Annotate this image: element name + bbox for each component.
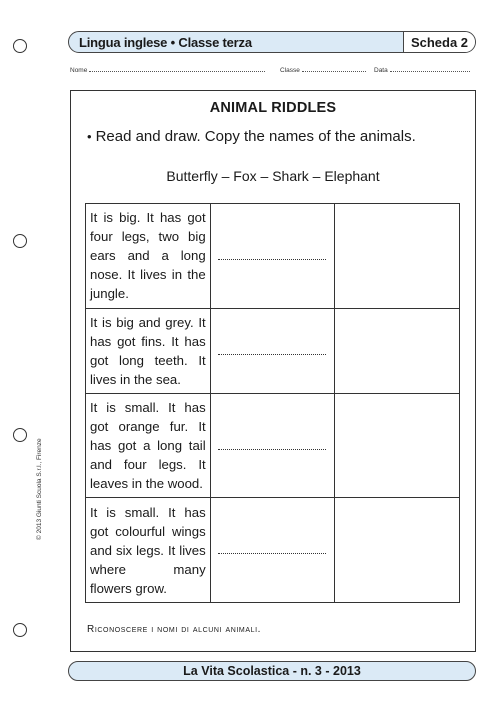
binder-hole-1: [13, 39, 27, 53]
scheda-label: Scheda 2: [403, 32, 475, 52]
answer-field[interactable]: [210, 498, 334, 603]
answer-dots: [218, 354, 326, 355]
drawing-box[interactable]: [334, 498, 459, 603]
answer-field[interactable]: [210, 204, 334, 309]
riddle-text: It is small. It has got colourful wings and six legs. It lives where many flowers grow.: [86, 498, 211, 603]
bullet-icon: •: [87, 129, 92, 144]
table-row: [86, 308, 460, 393]
table-row: [86, 204, 460, 309]
drawing-box[interactable]: [334, 204, 459, 309]
nome-dots: [89, 66, 265, 72]
riddle-text: It is big and grey. It has got fins. It has got long teeth. It lives in the sea.: [86, 308, 211, 393]
nome-field: [70, 66, 265, 74]
data-dots: [390, 66, 470, 72]
table-row: [86, 498, 460, 603]
classe-dots: [302, 66, 366, 72]
footer-band: [68, 661, 476, 681]
riddle-text: It is big. It has got four legs, two big ears and a long nose. It lives in the jungle.: [86, 204, 211, 309]
learning-objective: [87, 624, 261, 635]
answer-dots: [218, 449, 326, 450]
learning-objective-text: Riconoscere i nomi di alcuni animali.: [87, 624, 262, 635]
classe-field: [280, 66, 366, 74]
copyright-notice: © 2013 Giunti Scuola S.r.l., Firenze: [36, 438, 43, 540]
drawing-box[interactable]: [334, 308, 459, 393]
answer-field[interactable]: [210, 308, 334, 393]
binder-hole-3: [13, 428, 27, 442]
nome-label: Nome: [70, 67, 88, 74]
answer-dots: [218, 553, 326, 554]
answer-dots: [218, 259, 326, 260]
binder-hole-4: [13, 623, 27, 637]
drawing-box[interactable]: [334, 393, 459, 498]
worksheet-box: [70, 90, 476, 652]
student-info-row: [70, 66, 474, 80]
instruction: [87, 128, 416, 145]
classe-label: Classe: [280, 67, 300, 74]
binder-hole-2: [13, 234, 27, 248]
data-field: [374, 66, 470, 74]
header-title: Lingua inglese • Classe terza: [79, 34, 252, 50]
footer-text: La Vita Scolastica - n. 3 - 2013: [183, 664, 361, 678]
answer-field[interactable]: [210, 393, 334, 498]
worksheet-title: ANIMAL RIDDLES: [209, 100, 337, 116]
instruction-text: Read and draw. Copy the names of the animals.: [95, 128, 416, 145]
data-label: Data: [374, 67, 388, 74]
header-band: [68, 31, 476, 53]
animal-names-list: Butterfly – Fox – Shark – Elephant: [166, 168, 380, 184]
riddle-text: It is small. It has got orange fur. It has got a long tail and four legs. It leaves in the wood.: [86, 393, 211, 498]
table-row: [86, 393, 460, 498]
riddles-table: [85, 203, 460, 603]
